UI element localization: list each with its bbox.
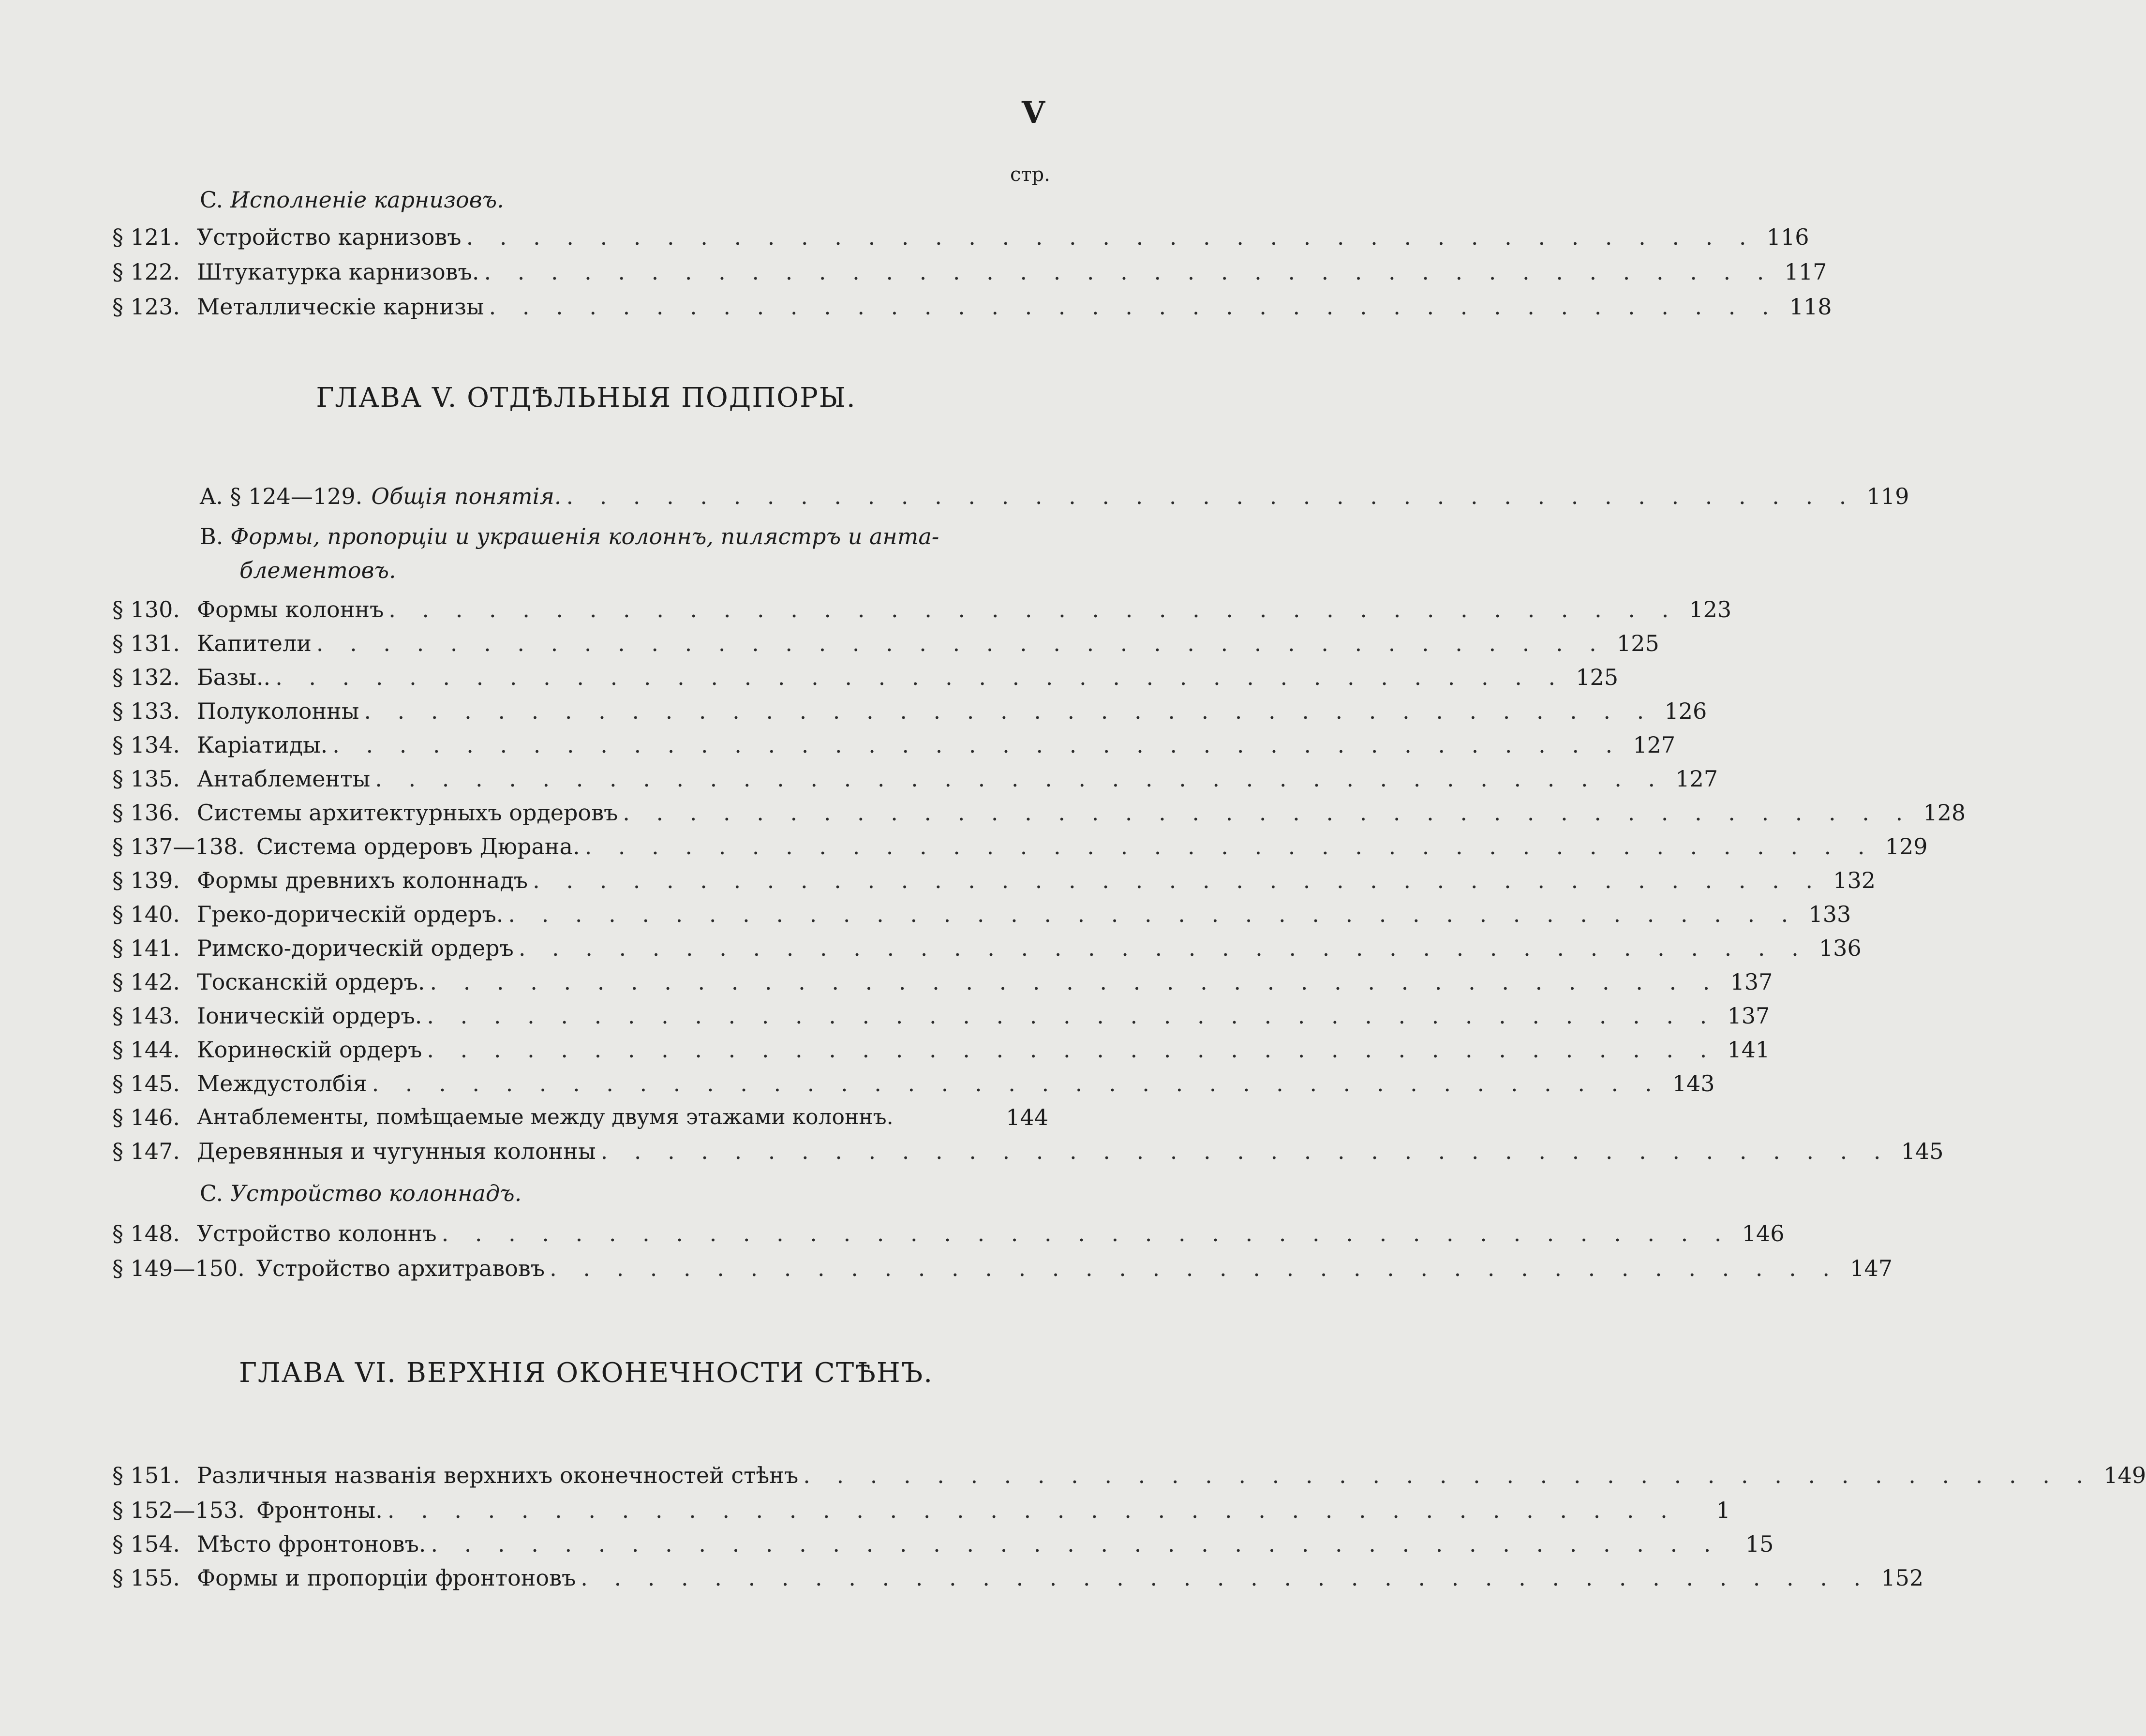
toc-entry[interactable]: [112, 968, 1773, 995]
page-number: 1: [1716, 1497, 1730, 1523]
leader-dots: . . . . . . . . . . . . . . . . . . . . . . . . . . . . . . . . . . . . . . .: [508, 901, 1798, 927]
page-column-label: стр.: [1010, 163, 1050, 186]
chapter-heading: ГЛАВА VI. ВЕРХНІЯ ОКОНЕЧНОСТИ СТѢНЪ.: [238, 1357, 934, 1389]
page-number: 116: [1766, 224, 1809, 250]
section-number: § 141.: [112, 935, 180, 961]
section-number: § 132.: [112, 664, 180, 690]
leader-dots: . . . . . . . . . . . . . . . . . . . . . . . . . . . . . . . . . . . . . . .: [550, 1255, 1839, 1281]
entry-title: Деревянныя и чугунныя колонны: [197, 1138, 596, 1164]
page-number: 149: [2103, 1462, 2146, 1488]
leader-dots: . . . . . . . . . . . . . . . . . . . . . . . . . . . . . . . . . . . . . . .: [431, 1531, 1721, 1557]
section-number: § 152—153.: [112, 1497, 245, 1523]
subsection-heading: [200, 519, 1022, 553]
entry-title: Полуколонны: [197, 698, 359, 724]
section-number: § 130.: [112, 596, 180, 623]
page-number: 125: [1576, 664, 1619, 690]
entry-title: Тосканскій ордеръ.: [197, 969, 425, 995]
entry-title: Мѣсто фронтоновъ.: [197, 1531, 426, 1557]
section-number: § 122.: [112, 259, 180, 285]
entry-title: Система ордеровъ Дюрана.: [256, 833, 580, 860]
subsection-title: Устройство колоннадъ.: [230, 1180, 522, 1206]
entry-title: Устройство колоннъ: [197, 1220, 437, 1246]
page-number: 128: [1923, 800, 1966, 826]
entry-title: Антаблементы, помѣщаемые между двумя этажами колоннъ.: [197, 1105, 894, 1129]
page-number: 137: [1727, 1003, 1770, 1029]
page-folio: V: [1022, 95, 1045, 130]
section-number: A. § 124—129.: [200, 483, 363, 509]
leader-dots: . . . . . . . . . . . . . . . . . . . . . . . . . . . . . . . . . . . . . . .: [566, 483, 1856, 509]
entry-title: Фронтоны.: [256, 1497, 383, 1523]
leader-dots: . . . . . . . . . . . . . . . . . . . . . . . . . . . . . . . . . . . . . . .: [623, 800, 1913, 826]
entry-title: Междустолбія: [197, 1070, 367, 1097]
subsection-title: Исполненіе карнизовъ.: [230, 187, 504, 213]
section-number: § 134.: [112, 732, 180, 758]
entry-title: Іоническій ордеръ.: [197, 1003, 422, 1029]
leader-dots: . . . . . . . . . . . . . . . . . . . . . . . . . . . . . . . . . . . . . . .: [332, 732, 1623, 758]
section-number: § 123.: [112, 294, 180, 320]
page-number: 127: [1633, 732, 1676, 758]
leader-dots: . . . . . . . . . . . . . . . . . . . . . . . . . . . . . . . . . . . . . . .: [441, 1220, 1731, 1246]
leader-dots: . . . . . . . . . . . . . . . . . . . . . . . . . . . . . . . . . . . . . . .: [387, 1497, 1677, 1523]
section-number: § 151.: [112, 1462, 180, 1488]
section-number: § 149—150.: [112, 1255, 245, 1281]
leader-dots: . . . . . . . . . . . . . . . . . . . . . . . . . . . . . . . . . . . . . . .: [484, 259, 1774, 285]
subsection-heading: [200, 183, 1022, 217]
page-number: 15: [1745, 1531, 1774, 1557]
section-number: § 142.: [112, 969, 180, 995]
section-number: § 154.: [112, 1531, 180, 1557]
subsection-letter: C.: [200, 1180, 224, 1206]
page-number: 117: [1784, 259, 1827, 285]
page-number: 147: [1850, 1255, 1893, 1281]
entry-title: Греко-дорическій ордеръ.: [197, 901, 504, 927]
entry-title: Штукатурка карнизовъ.: [197, 259, 479, 285]
leader-dots: . . . . . . . . . . . . . . . . . . . . . . . . . . . . . . . . . . . . . . .: [316, 630, 1606, 656]
leader-dots: . . . . . . . . . . . . . . . . . . . . . . . . . . . . . . . . . . . . . . .: [518, 935, 1808, 961]
toc-entry[interactable]: [112, 1220, 1785, 1247]
page-number: 152: [1881, 1565, 1924, 1591]
toc-entry[interactable]: [112, 833, 1928, 860]
toc-entry[interactable]: [112, 223, 1809, 251]
section-number: § 136.: [112, 800, 180, 826]
page-number: 146: [1742, 1220, 1785, 1246]
subsection-heading-continuation: [239, 553, 1062, 587]
toc-entry[interactable]: [112, 1497, 1730, 1524]
page-number: 127: [1675, 766, 1718, 792]
subsection-letter: B.: [200, 523, 224, 549]
page-number: 133: [1808, 901, 1851, 927]
entry-title: Капители: [197, 630, 312, 656]
toc-entry[interactable]: [112, 1104, 1048, 1131]
leader-dots: . . . . . . . . . . . . . . . . . . . . . . . . . . . . . . . . . . . . . . .: [584, 833, 1875, 860]
entry-title: Формы древнихъ колоннадъ: [197, 867, 528, 893]
entry-title: Коринѳскій ордеръ: [197, 1037, 422, 1063]
entry-title: Формы и пропорціи фронтоновъ: [197, 1565, 576, 1591]
section-number: § 155.: [112, 1565, 180, 1591]
entry-title: Устройство карнизовъ: [197, 224, 462, 250]
toc-entry[interactable]: [112, 765, 1718, 792]
page-number: 141: [1727, 1037, 1770, 1063]
toc-entry[interactable]: [112, 697, 1707, 725]
toc-entry[interactable]: [112, 1070, 1715, 1097]
page-number: 137: [1730, 969, 1773, 995]
section-number: § 145.: [112, 1070, 180, 1097]
entry-title: Устройство архитравовъ: [256, 1255, 545, 1281]
page-number: 132: [1833, 867, 1876, 893]
entry-title: Общія понятія.: [371, 483, 562, 509]
entry-title: Каріатиды.: [197, 732, 328, 758]
leader-dots: . . . . . . . . . . . . . . . . . . . . . . . . . . . . . . . . . . . . . . .: [803, 1462, 2093, 1488]
entry-title: Системы архитектурныхъ ордеровъ: [197, 800, 618, 826]
leader-dots: . . . . . . . . . . . . . . . . . . . . . . . . . . . . . . . . . . . . . . .: [430, 969, 1720, 995]
section-number: § 146.: [112, 1104, 180, 1130]
page-number: 143: [1672, 1070, 1715, 1097]
entry-title: Формы колоннъ: [197, 596, 384, 623]
leader-dots: . . . . . . . . . . . . . . . . . . . . . . . . . . . . . . . . . . . . . . .: [600, 1138, 1891, 1164]
section-number: § 144.: [112, 1037, 180, 1063]
entry-title: Базы..: [197, 664, 271, 690]
section-number: § 143.: [112, 1003, 180, 1029]
toc-entry[interactable]: [112, 731, 1676, 758]
leader-dots: . . . . . . . . . . . . . . . . . . . . . . . . . . . . . . . . . . . . . . .: [275, 664, 1565, 690]
toc-entry[interactable]: [112, 293, 1832, 320]
section-number: § 147.: [112, 1138, 180, 1164]
toc-entry[interactable]: [112, 1530, 1774, 1558]
leader-dots: . . . . . . . . . . . . . . . . . . . . . . . . . . . . . . . . . . . . . . .: [372, 1070, 1662, 1097]
page-number: 123: [1689, 596, 1732, 623]
page-number: 129: [1885, 833, 1928, 860]
leader-dots: . . . . . . . . . . . . . . . . . . . . . . . . . . . . . . . . . . . . . . .: [427, 1003, 1717, 1029]
page-number: 145: [1901, 1138, 1944, 1164]
section-number: § 131.: [112, 630, 180, 656]
leader-dots: . . . . . . . . . . . . . . . . . . . . . . . . . . . . . . . . . . . . . . .: [533, 867, 1822, 893]
leader-dots: . . . . . . . . . . . . . . . . . . . . . . . . . . . . . . . . . . . . . . .: [375, 766, 1665, 792]
toc-entry[interactable]: [112, 935, 1862, 962]
page-number: 144: [1006, 1104, 1048, 1130]
leader-dots: . . . . . . . . . . . . . . . . . . . . . . . . . . . . . . . . . . . . . . .: [364, 698, 1654, 724]
toc-entry[interactable]: [112, 664, 1619, 691]
leader-dots: . . . . . . . . . . . . . . . . . . . . . . . . . . . . . . . . . . . . . . .: [427, 1037, 1717, 1063]
entry-title: Различныя названія верхнихъ оконечностей стѣнъ: [197, 1462, 799, 1488]
page-number: 126: [1664, 698, 1707, 724]
toc-entry[interactable]: [112, 596, 1732, 623]
entry-title: Металлическіе карнизы: [197, 294, 484, 320]
leader-dots: . . . . . . . . . . . . . . . . . . . . . . . . . . . . . . . . . . . . . . .: [388, 596, 1679, 623]
subsection-title: Формы, пропорціи и украшенія колоннъ, пилястръ и анта-: [230, 523, 939, 549]
subsection-heading: [200, 1176, 1022, 1210]
toc-entry[interactable]: [112, 1036, 1770, 1063]
leader-dots: . . . . . . . . . . . . . . . . . . . . . . . . . . . . . . . . . . . . . . .: [581, 1565, 1871, 1591]
section-number: § 140.: [112, 901, 180, 927]
toc-entry[interactable]: [112, 258, 1827, 285]
page-number: 136: [1818, 935, 1862, 961]
section-number: § 121.: [112, 224, 180, 250]
toc-entry[interactable]: [112, 867, 1876, 894]
toc-entry[interactable]: [112, 901, 1851, 928]
page-number: 118: [1789, 294, 1832, 320]
toc-entry[interactable]: [112, 1138, 1944, 1165]
leader-dots: . . . . . . . . . . . . . . . . . . . . . . . . . . . . . . . . . . . . . . .: [489, 294, 1779, 320]
entry-title: Антаблементы: [197, 766, 371, 792]
toc-entry[interactable]: [112, 1255, 1893, 1282]
subsection-letter: C.: [200, 187, 224, 213]
page-number: 125: [1617, 630, 1659, 656]
section-number: § 133.: [112, 698, 180, 724]
subsection-title-continued: блементовъ.: [239, 557, 396, 583]
entry-title: Римско-дорическій ордеръ: [197, 935, 514, 961]
leader-dots: . . . . . . . . . . . . . . . . . . . . . . . . . . . . . . . . . . . . . . .: [466, 224, 1756, 250]
toc-entry[interactable]: [112, 1564, 1924, 1591]
section-number: § 135.: [112, 766, 180, 792]
toc-entry[interactable]: [112, 630, 1659, 657]
toc-entry[interactable]: [112, 1002, 1770, 1029]
section-number: § 148.: [112, 1220, 180, 1246]
chapter-heading: ГЛАВА V. ОТДѢЛЬНЫЯ ПОДПОРЫ.: [316, 382, 856, 414]
toc-entry[interactable]: [112, 1462, 2146, 1489]
section-number: § 139.: [112, 867, 180, 893]
toc-entry[interactable]: [112, 799, 1966, 826]
toc-entry[interactable]: [200, 483, 1909, 510]
section-number: § 137—138.: [112, 833, 245, 860]
page-number: 119: [1866, 483, 1909, 509]
